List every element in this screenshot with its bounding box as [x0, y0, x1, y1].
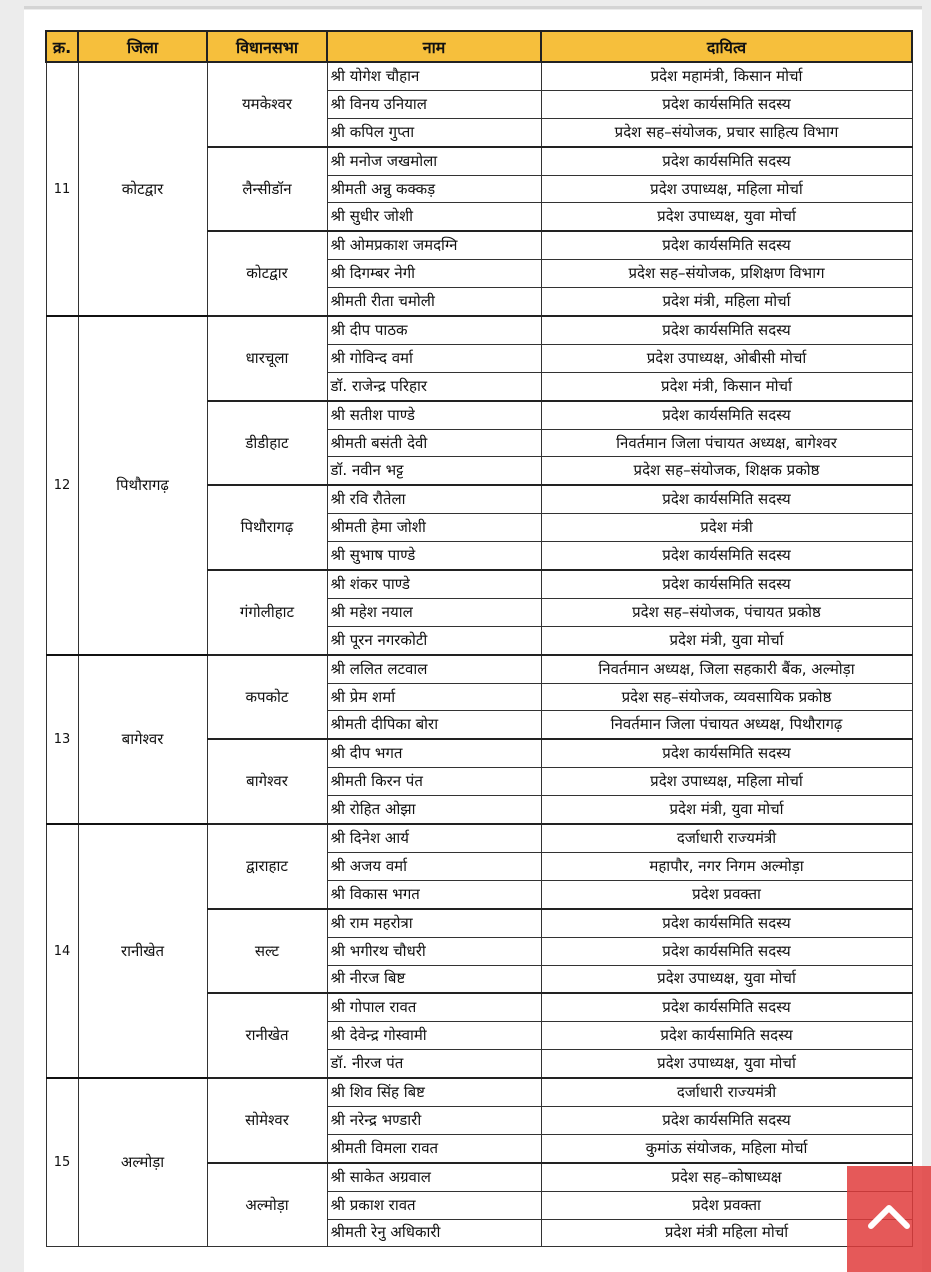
person-name-cell: श्री रवि रौतेला	[327, 485, 541, 513]
responsibility-cell: निवर्तमान जिला पंचायत अध्यक्ष, पिथौरागढ़	[541, 711, 912, 739]
responsibility-cell: दर्जाधारी राज्यमंत्री	[541, 824, 912, 852]
district-cell: अल्मोड़ा	[78, 1078, 207, 1247]
responsibility-cell: महापौर, नगर निगम अल्मोड़ा	[541, 852, 912, 880]
constituency-cell: कोटद्वार	[207, 231, 327, 316]
chevron-up-icon	[865, 1192, 913, 1240]
constituency-cell: पिथौरागढ़	[207, 485, 327, 570]
person-name-cell: श्री प्रेम शर्मा	[327, 683, 541, 711]
header-name: नाम	[327, 31, 541, 62]
constituency-cell: रानीखेत	[207, 993, 327, 1078]
table-row	[46, 62, 912, 90]
responsibility-cell: प्रदेश प्रवक्ता	[541, 880, 912, 908]
person-name-cell: श्री महेश नयाल	[327, 598, 541, 626]
responsibility-cell: प्रदेश कार्यसमिति सदस्य	[541, 570, 912, 598]
header-serial: क्र.	[46, 31, 78, 62]
responsibility-cell: प्रदेश कार्यसमिति सदस्य	[541, 401, 912, 429]
serial-number: 12	[46, 316, 78, 655]
person-name-cell: श्री दीप पाठक	[327, 316, 541, 344]
person-name-cell: श्री साकेत अग्रवाल	[327, 1163, 541, 1191]
assignment-table	[45, 30, 913, 1247]
responsibility-cell: प्रदेश मंत्री, किसान मोर्चा	[541, 372, 912, 400]
person-name-cell: डॉ. नवीन भट्ट	[327, 457, 541, 485]
responsibility-cell: दर्जाधारी राज्यमंत्री	[541, 1078, 912, 1106]
responsibility-cell: प्रदेश सह–कोषाध्यक्ष	[541, 1163, 912, 1191]
table-row	[46, 655, 912, 683]
constituency-cell: यमकेश्वर	[207, 62, 327, 147]
person-name-cell: श्रीमती रेनु अधिकारी	[327, 1219, 541, 1247]
person-name-cell: श्री गोविन्द वर्मा	[327, 344, 541, 372]
person-name-cell: श्रीमती किरन पंत	[327, 768, 541, 796]
person-name-cell: श्री दिनेश आर्य	[327, 824, 541, 852]
person-name-cell: श्री योगेश चौहान	[327, 62, 541, 90]
person-name-cell: श्री पूरन नगरकोटी	[327, 626, 541, 654]
serial-number: 14	[46, 824, 78, 1078]
table-row	[46, 1078, 912, 1106]
responsibility-cell: प्रदेश सह–संयोजक, प्रशिक्षण विभाग	[541, 260, 912, 288]
responsibility-cell: प्रदेश कार्यसमिति सदस्य	[541, 90, 912, 118]
responsibility-cell: प्रदेश कार्यसमिति सदस्य	[541, 909, 912, 937]
person-name-cell: श्री सुभाष पाण्डे	[327, 542, 541, 570]
constituency-cell: द्वाराहाट	[207, 824, 327, 909]
responsibility-cell: प्रदेश सह–संयोजक, शिक्षक प्रकोष्ठ	[541, 457, 912, 485]
person-name-cell: श्री भगीरथ चौधरी	[327, 937, 541, 965]
responsibility-cell: प्रदेश कार्यसमिति सदस्य	[541, 231, 912, 259]
responsibility-cell: प्रदेश उपाध्यक्ष, ओबीसी मोर्चा	[541, 344, 912, 372]
constituency-cell: सोमेश्वर	[207, 1078, 327, 1163]
scroll-to-top-button[interactable]	[847, 1166, 931, 1272]
district-cell: पिथौरागढ़	[78, 316, 207, 655]
header-constituency: विधानसभा	[207, 31, 327, 62]
person-name-cell: श्रीमती अन्नु कक्कड़	[327, 175, 541, 203]
constituency-cell: डीडीहाट	[207, 401, 327, 486]
person-name-cell: श्रीमती हेमा जोशी	[327, 514, 541, 542]
responsibility-cell: प्रदेश सह–संयोजक, व्यवसायिक प्रकोष्ठ	[541, 683, 912, 711]
person-name-cell: श्री सतीश पाण्डे	[327, 401, 541, 429]
responsibility-cell: प्रदेश उपाध्यक्ष, महिला मोर्चा	[541, 768, 912, 796]
person-name-cell: श्री ओमप्रकाश जमदग्नि	[327, 231, 541, 259]
responsibility-cell: प्रदेश कार्यसामिति सदस्य	[541, 1022, 912, 1050]
person-name-cell: श्रीमती बसंती देवी	[327, 429, 541, 457]
person-name-cell: श्री रोहित ओझा	[327, 796, 541, 824]
responsibility-cell: प्रदेश कार्यसमिति सदस्य	[541, 937, 912, 965]
person-name-cell: श्री देवेन्द्र गोस्वामी	[327, 1022, 541, 1050]
person-name-cell: श्री विकास भगत	[327, 880, 541, 908]
constituency-cell: धारचूला	[207, 316, 327, 401]
responsibility-cell: प्रदेश उपाध्यक्ष, युवा मोर्चा	[541, 1050, 912, 1078]
responsibility-cell: प्रदेश कार्यसमिति सदस्य	[541, 993, 912, 1021]
person-name-cell: श्रीमती दीपिका बोरा	[327, 711, 541, 739]
person-name-cell: श्री गोपाल रावत	[327, 993, 541, 1021]
responsibility-cell: प्रदेश मंत्री, युवा मोर्चा	[541, 796, 912, 824]
person-name-cell: श्री सुधीर जोशी	[327, 203, 541, 231]
responsibility-cell: प्रदेश कार्यसमिति सदस्य	[541, 485, 912, 513]
responsibility-cell: प्रदेश मंत्री	[541, 514, 912, 542]
person-name-cell: श्री दिगम्बर नेगी	[327, 260, 541, 288]
responsibility-cell: निवर्तमान अध्यक्ष, जिला सहकारी बैंक, अल्मोड़ा	[541, 655, 912, 683]
responsibility-cell: प्रदेश उपाध्यक्ष, महिला मोर्चा	[541, 175, 912, 203]
serial-number: 11	[46, 62, 78, 316]
serial-number: 15	[46, 1078, 78, 1247]
person-name-cell: श्रीमती विमला रावत	[327, 1134, 541, 1162]
header-responsibility: दायित्व	[541, 31, 912, 62]
person-name-cell: श्रीमती रीता चमोली	[327, 288, 541, 316]
responsibility-cell: प्रदेश सह–संयोजक, पंचायत प्रकोष्ठ	[541, 598, 912, 626]
constituency-cell: बागेश्वर	[207, 739, 327, 824]
responsibility-cell: प्रदेश कार्यसमिति सदस्य	[541, 542, 912, 570]
district-cell: रानीखेत	[78, 824, 207, 1078]
person-name-cell: डॉ. राजेन्द्र परिहार	[327, 372, 541, 400]
responsibility-cell: प्रदेश प्रवक्ता	[541, 1191, 912, 1219]
person-name-cell: श्री दीप भगत	[327, 739, 541, 767]
person-name-cell: श्री शिव सिंह बिष्ट	[327, 1078, 541, 1106]
person-name-cell: श्री राम महरोत्रा	[327, 909, 541, 937]
person-name-cell: श्री ललित लटवाल	[327, 655, 541, 683]
table-header-row	[46, 31, 912, 62]
constituency-cell: सल्ट	[207, 909, 327, 994]
responsibility-cell: प्रदेश उपाध्यक्ष, युवा मोर्चा	[541, 203, 912, 231]
person-name-cell: श्री नीरज बिष्ट	[327, 965, 541, 993]
constituency-cell: अल्मोड़ा	[207, 1163, 327, 1247]
person-name-cell: श्री प्रकाश रावत	[327, 1191, 541, 1219]
person-name-cell: श्री कपिल गुप्ता	[327, 118, 541, 146]
person-name-cell: डॉ. नीरज पंत	[327, 1050, 541, 1078]
person-name-cell: श्री विनय उनियाल	[327, 90, 541, 118]
person-name-cell: श्री मनोज जखमोला	[327, 147, 541, 175]
responsibility-cell: प्रदेश कार्यसमिति सदस्य	[541, 739, 912, 767]
responsibility-cell: प्रदेश कार्यसमिति सदस्य	[541, 147, 912, 175]
person-name-cell: श्री नरेन्द्र भण्डारी	[327, 1106, 541, 1134]
responsibility-cell: प्रदेश कार्यसमिति सदस्य	[541, 316, 912, 344]
responsibility-cell: निवर्तमान जिला पंचायत अध्यक्ष, बागेश्वर	[541, 429, 912, 457]
responsibility-cell: प्रदेश मंत्री, युवा मोर्चा	[541, 626, 912, 654]
district-cell: कोटद्वार	[78, 62, 207, 316]
responsibility-cell: कुमांऊ संयोजक, महिला मोर्चा	[541, 1134, 912, 1162]
table-row	[46, 824, 912, 852]
constituency-cell: गंगोलीहाट	[207, 570, 327, 655]
district-cell: बागेश्वर	[78, 655, 207, 824]
person-name-cell: श्री अजय वर्मा	[327, 852, 541, 880]
responsibility-cell: प्रदेश महामंत्री, किसान मोर्चा	[541, 62, 912, 90]
constituency-cell: कपकोट	[207, 655, 327, 740]
page-top-divider	[24, 6, 922, 9]
responsibility-cell: प्रदेश कार्यसमिति सदस्य	[541, 1106, 912, 1134]
table-row	[46, 316, 912, 344]
responsibility-cell: प्रदेश मंत्री, महिला मोर्चा	[541, 288, 912, 316]
person-name-cell: श्री शंकर पाण्डे	[327, 570, 541, 598]
responsibility-cell: प्रदेश उपाध्यक्ष, युवा मोर्चा	[541, 965, 912, 993]
responsibility-cell: प्रदेश मंत्री महिला मोर्चा	[541, 1219, 912, 1247]
serial-number: 13	[46, 655, 78, 824]
responsibility-cell: प्रदेश सह–संयोजक, प्रचार साहित्य विभाग	[541, 118, 912, 146]
header-district: जिला	[78, 31, 207, 62]
constituency-cell: लैन्सीडॉन	[207, 147, 327, 232]
table-body	[46, 62, 912, 1247]
